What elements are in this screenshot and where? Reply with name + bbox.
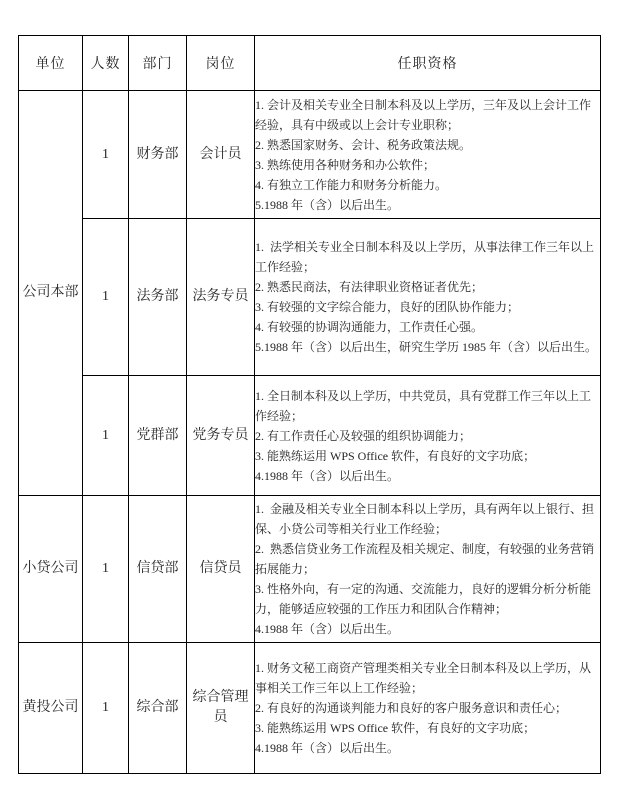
count-cell: 1 xyxy=(83,376,129,496)
qualification-line: 3. 能熟练运用 WPS Office 软件，有良好的文字功底； xyxy=(255,721,536,735)
table-row xyxy=(19,496,601,643)
qualifications-cell xyxy=(255,219,601,376)
qualifications-cell xyxy=(255,91,601,219)
qualification-line: 5.1988 年（含）以后出生，研究生学历 1985 年（含）以后出生。 xyxy=(255,340,598,354)
header-unit: 单位 xyxy=(19,36,83,91)
position-cell: 综合管理员 xyxy=(187,643,255,774)
unit-cell: 黄投公司 xyxy=(19,643,83,774)
department-cell: 信贷部 xyxy=(129,496,187,643)
department-cell: 党群部 xyxy=(129,376,187,496)
header-count: 人数 xyxy=(83,36,129,91)
qualification-line: 4. 有独立工作能力和财务分析能力。 xyxy=(255,177,448,192)
qualification-line: 3. 性格外向，有一定的沟通、交流能力，良好的逻辑分析分析能力，能够适应较强的工作压力和团队合作精神； xyxy=(255,582,592,616)
unit-cell: 公司本部 xyxy=(19,91,83,496)
department-cell: 财务部 xyxy=(129,91,187,219)
count-cell: 1 xyxy=(83,643,129,774)
qualification-line: 4.1988 年（含）以后出生。 xyxy=(255,468,400,483)
table-row xyxy=(19,219,601,376)
table-header-row xyxy=(19,36,601,91)
unit-cell: 小贷公司 xyxy=(19,496,83,643)
qualification-line: 3. 有较强的文字综合能力，良好的团队协作能力； xyxy=(255,300,520,314)
table-row xyxy=(19,376,601,496)
qualification-line: 1. 金融及相关专业全日制本科以上学历，具有两年以上银行、担保、小贷公司等相关行业工作经验； xyxy=(255,502,595,536)
qualification-line: 5.1988 年（含）以后出生。 xyxy=(255,197,400,212)
count-cell: 1 xyxy=(83,219,129,376)
qualification-line: 2. 有工作责任心及较强的组织协调能力； xyxy=(255,428,472,443)
position-cell: 党务专员 xyxy=(187,376,255,496)
position-cell: 法务专员 xyxy=(187,219,255,376)
qualification-line: 2. 有良好的沟通谈判能力和良好的客户服务意识和责任心； xyxy=(255,701,568,715)
count-cell: 1 xyxy=(83,496,129,643)
qualification-line: 1. 会计及相关专业全日制本科及以上学历，三年及以上会计工作经验，具有中级或以上会计专业职称； xyxy=(255,97,592,132)
qualification-line: 1. 全日制本科及以上学历，中共党员，具有党群工作三年以上工作经验； xyxy=(255,388,592,423)
header-position: 岗位 xyxy=(187,36,255,91)
qualification-line: 4. 有较强的协调沟通能力，工作责任心强。 xyxy=(255,320,484,334)
department-cell: 综合部 xyxy=(129,643,187,774)
qualification-line: 1. 财务文秘工商资产管理类相关专业全日制本科及以上学历，从事相关工作三年以上工作经验； xyxy=(255,661,592,695)
qualification-line: 2. 熟悉民商法，有法律职业资格证者优先； xyxy=(255,280,484,294)
header-department: 部门 xyxy=(129,36,187,91)
count-cell: 1 xyxy=(83,91,129,219)
qualification-line: 1. 法学相关专业全日制本科及以上学历，从事法律工作三年以上工作经验； xyxy=(255,240,595,274)
qualifications-cell xyxy=(255,496,601,643)
recruitment-table xyxy=(18,35,601,774)
header-qualifications: 任职资格 xyxy=(255,36,601,91)
qualification-line: 2. 熟悉信贷业务工作流程及相关规定、制度，有较强的业务营销拓展能力； xyxy=(255,542,595,576)
department-cell: 法务部 xyxy=(129,219,187,376)
table-row xyxy=(19,91,601,219)
qualification-line: 4.1988 年（含）以后出生。 xyxy=(255,741,400,755)
position-cell: 会计员 xyxy=(187,91,255,219)
qualification-line: 4.1988 年（含）以后出生。 xyxy=(255,622,400,636)
table-row xyxy=(19,643,601,774)
qualification-line: 2. 熟悉国家财务、会计、税务政策法规。 xyxy=(255,137,472,152)
position-cell: 信贷员 xyxy=(187,496,255,643)
qualifications-cell xyxy=(255,376,601,496)
qualification-line: 3. 能熟练运用 WPS Office 软件，有良好的文字功底； xyxy=(255,448,536,463)
qualifications-cell xyxy=(255,643,601,774)
qualification-line: 3. 熟练使用各种财务和办公软件； xyxy=(255,157,436,172)
